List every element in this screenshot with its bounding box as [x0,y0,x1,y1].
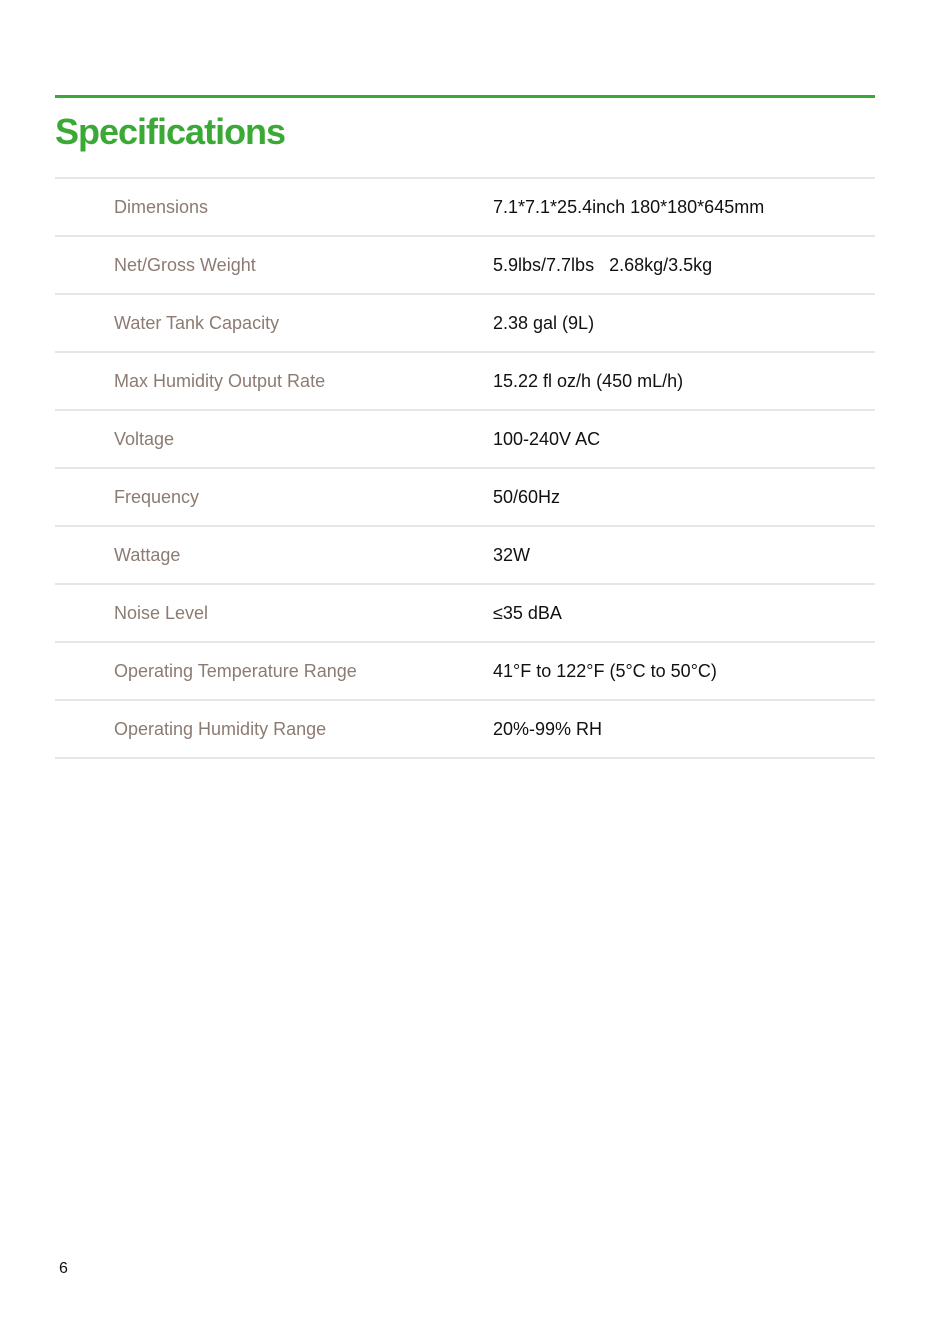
spec-label: Operating Humidity Range [114,718,327,739]
spec-label: Max Humidity Output Rate [114,370,326,391]
spec-value: 50/60Hz [493,486,561,507]
spec-row-temperature-range [55,643,875,701]
spec-value: 2.38 gal (9L) [493,312,595,333]
spec-label: Frequency [114,486,200,507]
spec-row-tank-capacity [55,295,875,353]
spec-label: Noise Level [114,602,209,623]
spec-value: 100-240V AC [493,428,601,449]
spec-row-output-rate [55,353,875,411]
spec-row-wattage [55,527,875,585]
page-title: Specifications [55,111,286,152]
spec-label: Net/Gross Weight [114,254,256,275]
spec-value: 32W [493,544,531,565]
spec-value: ≤35 dBA [493,602,562,623]
spec-value: 41°F to 122°F (5°C to 50°C) [493,660,717,681]
spec-label: Voltage [114,428,175,449]
spec-row-dimensions [55,179,875,237]
spec-row-noise-level [55,585,875,643]
spec-label: Wattage [114,544,181,565]
spec-label: Dimensions [114,196,209,217]
spec-label: Water Tank Capacity [114,312,280,333]
spec-table [55,177,875,759]
page-number: 6 [59,1260,68,1277]
title-rule [55,95,875,98]
spec-row-humidity-range [55,701,875,759]
spec-label: Operating Temperature Range [114,660,357,681]
spec-value: 7.1*7.1*25.4inch 180*180*645mm [493,196,765,217]
spec-row-frequency [55,469,875,527]
spec-value: 20%-99% RH [493,718,603,739]
spec-value: 15.22 fl oz/h (450 mL/h) [493,370,684,391]
spec-row-weight [55,237,875,295]
spec-value: 5.9lbs/7.7lbs 2.68kg/3.5kg [493,254,713,275]
spec-row-voltage [55,411,875,469]
